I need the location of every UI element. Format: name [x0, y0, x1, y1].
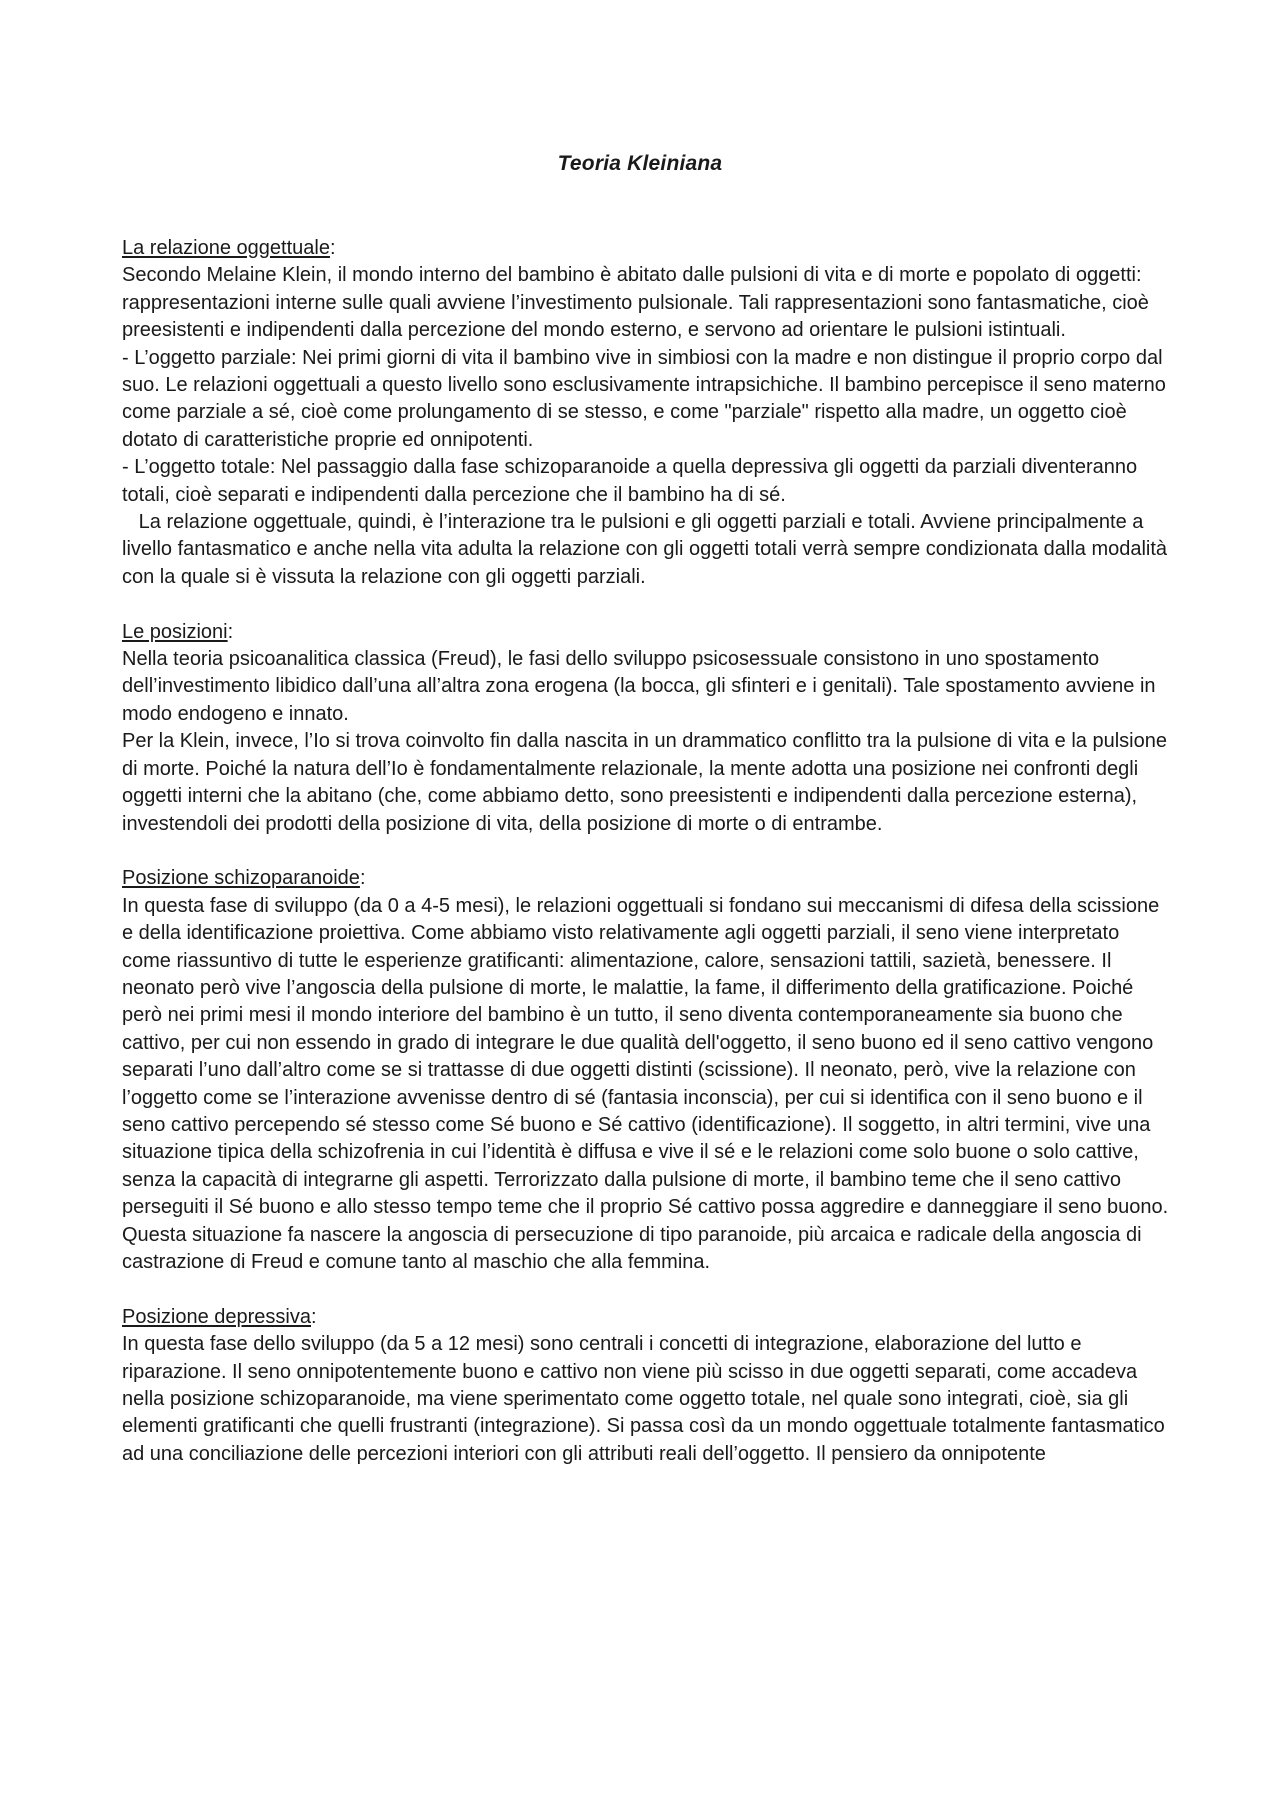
section-schizoparanoide: [122, 865, 1172, 1276]
section-heading-text: La relazione oggettuale: [122, 237, 330, 259]
paragraph: Per la Klein, invece, l’Io si trova coinvolto fin dalla nascita in un drammatico conflitto tra la pulsione di vita e la pulsione di morte. Poiché la natura dell’Io è fondamentalmente relazionale, la mente adotta una posizione nei confronti degli oggetti interni che la abitano (che, come abbiamo detto, sono preesistenti e indipendenti dalla percezione esterna), investendoli dei prodotti della posizione di vita, della posizione di morte o di entrambe.: [122, 730, 1167, 835]
paragraph: Secondo Melaine Klein, il mondo interno del bambino è abitato dalle pulsioni di vita e di morte e popolato di oggetti: rappresentazioni interne sulle quali avviene l’investimento pulsionale. Tali rappresentazioni sono fantasmatiche, cioè preesistenti e indipendenti dalla percezione del mondo esterno, e servono ad orientare le pulsioni istintuali.: [122, 264, 1149, 342]
section-heading: Posizione schizoparanoide:: [122, 867, 366, 890]
section-heading-text: Posizione schizoparanoide: [122, 867, 360, 890]
document-title: Teoria Kleiniana: [557, 152, 723, 175]
paragraph: In questa fase dello sviluppo (da 5 a 12 mesi) sono centrali i concetti di integrazione, elaborazione del lutto e riparazione. Il seno onnipotentemente buono e cattivo non viene più scisso in due oggetti separati, come accadeva nella posizione schizoparanoide, ma viene sperimentato come oggetto totale, nel quale sono integrati, cioè, sia gli elementi gratificanti che quelli frustranti (integrazione). Si passa così da un mondo oggettuale totalmente fantasmatico ad una conciliazione delle percezioni interiori con gli attributi reali dell’oggetto. Il pensiero da onnipotente: [122, 1333, 1165, 1465]
document-body: [122, 235, 1172, 1468]
section-heading: Posizione depressiva:: [122, 1305, 317, 1328]
section-depressiva: [122, 1304, 1172, 1468]
paragraph: - L’oggetto parziale: Nei primi giorni di vita il bambino vive in simbiosi con la madre e non distingue il proprio corpo dal suo. Le relazioni oggettuali a questo livello sono esclusivamente intrapsichiche. Il bambino percepisce il seno materno come parziale a sé, cioè come prolungamento di se stesso, e come "parziale" rispetto alla madre, un oggetto cioè dotato di caratteristiche proprie ed onnipotenti.: [122, 346, 1166, 451]
section-relazione-oggettuale: [122, 235, 1172, 591]
section-heading-text: Le posizioni: [122, 620, 228, 643]
section-heading-text: Posizione depressiva: [122, 1305, 311, 1328]
paragraph: La relazione oggettuale, quindi, è l’interazione tra le pulsioni e gli oggetti parziali e totali. Avviene principalmente a livello fantasmatico e anche nella vita adulta la relazione con gli oggetti totali verrà sempre condizionata dalla modalità con la quale si è vissuta la relazione con gli oggetti parziali.: [122, 511, 1173, 588]
section-heading: Le posizioni:: [122, 620, 234, 643]
paragraph: Nella teoria psicoanalitica classica (Freud), le fasi dello sviluppo psicosessuale consistono in uno spostamento dell’investimento libidico dall’una all’altra zona erogena (la bocca, gli sfinteri e i genitali). Tale spostamento avviene in modo endogeno e innato.: [122, 648, 1156, 725]
section-heading: La relazione oggettuale:: [122, 237, 336, 259]
paragraph: - L’oggetto totale: Nel passaggio dalla fase schizoparanoide a quella depressiva gli oggetti da parziali diventeranno totali, cioè separati e indipendenti dalla percezione che il bambino ha di sé.: [122, 456, 1138, 506]
section-posizioni: [122, 619, 1172, 838]
paragraph: In questa fase di sviluppo (da 0 a 4-5 mesi), le relazioni oggettuali si fondano sui meccanismi di difesa della scissione e della identificazione proiettiva. Come abbiamo visto relativamente agli oggetti parziali, il seno viene interpretato come riassuntivo di tutte le esperienze gratificanti: alimentazione, calore, sensazioni tattili, sazietà, benessere. Il neonato però vive l’angoscia della pulsione di morte, le malattie, la fame, il differimento della gratificazione. Poiché però nei primi mesi il mondo interiore del bambino è un tutto, il seno diventa contemporaneamente sia buono che cattivo, per cui non essendo in grado di integrare le due qualità dell'oggetto, il seno buono ed il seno cattivo vengono separati l’uno dall’altro come se si trattasse di due oggetti distinti (scissione). Il neonato, però, vive la relazione con l’oggetto come se l’interazione avvenisse dentro di sé (fantasia inconscia), per cui si identifica con il seno buono e il seno cattivo percependo sé stesso come Sé buono e Sé cattivo (identificazione). Il soggetto, in altri termini, vive una situazione tipica della schizofrenia in cui l’identità è diffusa e vive il sé e le relazioni come solo buone o solo cattive, senza la capacità di integrarne gli aspetti. Terrorizzato dalla pulsione di morte, il bambino teme che il seno cattivo perseguiti il Sé buono e allo stesso tempo teme che il proprio Sé cattivo possa aggredire e danneggiare il seno buono. Questa situazione fa nascere la angoscia di persecuzione di tipo paranoide, più arcaica e radicale della angoscia di castrazione di Freud e comune tanto al maschio che alla femmina.: [122, 894, 1169, 1273]
